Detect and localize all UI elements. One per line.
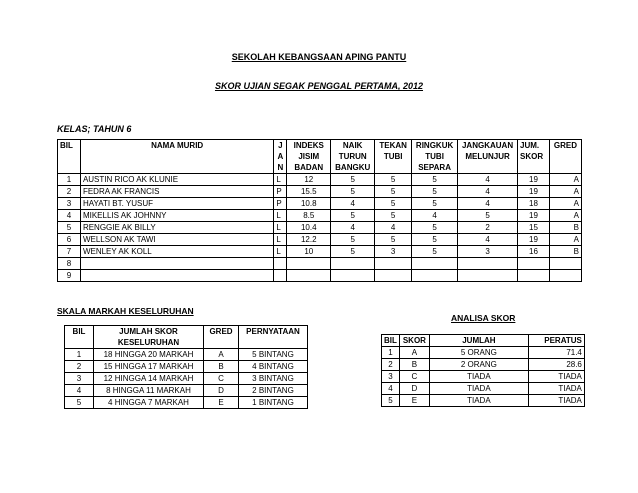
skala-row bbox=[65, 361, 308, 373]
jantina-cell: L bbox=[274, 210, 287, 222]
naik-turun-cell: 5 bbox=[331, 246, 375, 258]
header-jumlah-skor: JUM. SKOR bbox=[518, 140, 550, 174]
skala-gred-cell: D bbox=[204, 385, 239, 397]
jantina-cell bbox=[274, 270, 287, 282]
tekan-tubi-cell: 5 bbox=[375, 234, 412, 246]
indeks-cell: 15.5 bbox=[287, 186, 331, 198]
skala-jumlah-cell: 8 HINGGA 11 MARKAH bbox=[94, 385, 204, 397]
gred-cell: A bbox=[549, 198, 581, 210]
bil-cell: 9 bbox=[58, 270, 81, 282]
analisa-peratus-cell: 71.4 bbox=[528, 347, 584, 359]
student-row bbox=[58, 174, 582, 186]
skala-bil-cell: 1 bbox=[65, 349, 94, 361]
jangkauan-cell: 4 bbox=[458, 174, 518, 186]
skala-table-header bbox=[65, 326, 308, 349]
bil-cell: 8 bbox=[58, 258, 81, 270]
header-ringkuk: RINGKUK TUBI SEPARA bbox=[412, 140, 458, 174]
skala-pernyataan-cell: 5 BINTANG bbox=[239, 349, 308, 361]
jangkauan-cell bbox=[458, 270, 518, 282]
indeks-cell: 10.4 bbox=[287, 222, 331, 234]
ringkuk-cell: 5 bbox=[412, 198, 458, 210]
nama-cell bbox=[80, 270, 273, 282]
gred-cell: A bbox=[549, 186, 581, 198]
analisa-skor-cell: D bbox=[399, 383, 429, 395]
student-row bbox=[58, 270, 582, 282]
analisa-table-header bbox=[382, 335, 585, 347]
header-naik-turun: NAIK TURUN BANGKU bbox=[331, 140, 375, 174]
analisa-peratus-cell: TIADA bbox=[528, 383, 584, 395]
naik-turun-cell: 5 bbox=[331, 234, 375, 246]
skala-bil-cell: 2 bbox=[65, 361, 94, 373]
header-jangkauan: JANGKAUAN MELUNJUR bbox=[458, 140, 518, 174]
naik-turun-cell: 5 bbox=[331, 186, 375, 198]
skala-header-bil: BIL bbox=[65, 326, 94, 349]
indeks-cell: 10 bbox=[287, 246, 331, 258]
analisa-header-bil: BIL bbox=[382, 335, 400, 347]
jangkauan-cell: 2 bbox=[458, 222, 518, 234]
skala-table bbox=[64, 325, 308, 409]
header-indeks: INDEKS JISIM BADAN bbox=[287, 140, 331, 174]
score-table bbox=[57, 139, 582, 282]
analisa-header-skor: SKOR bbox=[399, 335, 429, 347]
ringkuk-cell: 5 bbox=[412, 174, 458, 186]
analisa-peratus-cell: 28.6 bbox=[528, 359, 584, 371]
jantina-cell: P bbox=[274, 198, 287, 210]
gred-cell: B bbox=[549, 246, 581, 258]
jumlah-skor-cell: 15 bbox=[518, 222, 550, 234]
naik-turun-cell bbox=[331, 270, 375, 282]
skala-bil-cell: 4 bbox=[65, 385, 94, 397]
jumlah-skor-cell: 16 bbox=[518, 246, 550, 258]
gred-cell: A bbox=[549, 210, 581, 222]
indeks-cell bbox=[287, 270, 331, 282]
ringkuk-cell: 5 bbox=[412, 246, 458, 258]
analisa-row bbox=[382, 383, 585, 395]
jantina-cell: L bbox=[274, 246, 287, 258]
analisa-row bbox=[382, 347, 585, 359]
header-nama-murid: NAMA MURID bbox=[80, 140, 273, 174]
skala-jumlah-cell: 18 HINGGA 20 MARKAH bbox=[94, 349, 204, 361]
skala-pernyataan-cell: 3 BINTANG bbox=[239, 373, 308, 385]
school-title: SEKOLAH KEBANGSAAN APING PANTU bbox=[231, 52, 407, 62]
indeks-cell: 8.5 bbox=[287, 210, 331, 222]
tekan-tubi-cell: 4 bbox=[375, 222, 412, 234]
header-bil: BIL bbox=[58, 140, 81, 174]
analisa-skor-cell: A bbox=[399, 347, 429, 359]
ringkuk-cell: 5 bbox=[412, 222, 458, 234]
jantina-cell: L bbox=[274, 234, 287, 246]
gred-cell bbox=[549, 270, 581, 282]
analisa-skor-cell: C bbox=[399, 371, 429, 383]
nama-cell bbox=[80, 258, 273, 270]
skala-gred-cell: B bbox=[204, 361, 239, 373]
report-subtitle: SKOR UJIAN SEGAK PENGGAL PERTAMA, 2012 bbox=[214, 81, 424, 91]
class-label: KELAS; TAHUN 6 bbox=[57, 124, 132, 134]
student-row bbox=[58, 234, 582, 246]
skala-jumlah-cell: 12 HINGGA 14 MARKAH bbox=[94, 373, 204, 385]
bil-cell: 4 bbox=[58, 210, 81, 222]
jumlah-skor-cell: 18 bbox=[518, 198, 550, 210]
jantina-cell: L bbox=[274, 222, 287, 234]
student-row bbox=[58, 210, 582, 222]
skala-jumlah-cell: 4 HINGGA 7 MARKAH bbox=[94, 397, 204, 409]
analisa-bil-cell: 2 bbox=[382, 359, 400, 371]
ringkuk-cell bbox=[412, 258, 458, 270]
naik-turun-cell: 5 bbox=[331, 174, 375, 186]
gred-cell: B bbox=[549, 222, 581, 234]
analisa-jumlah-cell: 2 ORANG bbox=[429, 359, 528, 371]
tekan-tubi-cell bbox=[375, 258, 412, 270]
analisa-jumlah-cell: TIADA bbox=[429, 371, 528, 383]
analisa-header-jumlah: JUMLAH bbox=[429, 335, 528, 347]
jantina-cell: P bbox=[274, 186, 287, 198]
skala-pernyataan-cell: 2 BINTANG bbox=[239, 385, 308, 397]
indeks-cell bbox=[287, 258, 331, 270]
naik-turun-cell: 5 bbox=[331, 210, 375, 222]
analisa-skor-cell: E bbox=[399, 395, 429, 407]
skala-row bbox=[65, 373, 308, 385]
naik-turun-cell: 4 bbox=[331, 222, 375, 234]
jangkauan-cell: 4 bbox=[458, 234, 518, 246]
analisa-bil-cell: 1 bbox=[382, 347, 400, 359]
bil-cell: 7 bbox=[58, 246, 81, 258]
student-row bbox=[58, 198, 582, 210]
analisa-skor-cell: B bbox=[399, 359, 429, 371]
nama-cell: WENLEY AK KOLL bbox=[80, 246, 273, 258]
bil-cell: 3 bbox=[58, 198, 81, 210]
tekan-tubi-cell: 5 bbox=[375, 186, 412, 198]
jumlah-skor-cell: 19 bbox=[518, 234, 550, 246]
jangkauan-cell: 3 bbox=[458, 246, 518, 258]
indeks-cell: 12.2 bbox=[287, 234, 331, 246]
jumlah-skor-cell bbox=[518, 258, 550, 270]
bil-cell: 1 bbox=[58, 174, 81, 186]
skala-bil-cell: 5 bbox=[65, 397, 94, 409]
analisa-header-peratus: PERATUS bbox=[528, 335, 584, 347]
indeks-cell: 12 bbox=[287, 174, 331, 186]
naik-turun-cell: 4 bbox=[331, 198, 375, 210]
tekan-tubi-cell: 5 bbox=[375, 174, 412, 186]
nama-cell: MIKELLIS AK JOHNNY bbox=[80, 210, 273, 222]
skala-pernyataan-cell: 1 BINTANG bbox=[239, 397, 308, 409]
jangkauan-cell: 4 bbox=[458, 198, 518, 210]
nama-cell: FEDRA AK FRANCIS bbox=[80, 186, 273, 198]
nama-cell: RENGGIE AK BILLY bbox=[80, 222, 273, 234]
student-row bbox=[58, 186, 582, 198]
ringkuk-cell bbox=[412, 270, 458, 282]
jantina-cell: L bbox=[274, 174, 287, 186]
naik-turun-cell bbox=[331, 258, 375, 270]
tekan-tubi-cell: 5 bbox=[375, 198, 412, 210]
skala-header-gred: GRED bbox=[204, 326, 239, 349]
bil-cell: 5 bbox=[58, 222, 81, 234]
analisa-row bbox=[382, 371, 585, 383]
analisa-bil-cell: 5 bbox=[382, 395, 400, 407]
skala-jumlah-cell: 15 HINGGA 17 MARKAH bbox=[94, 361, 204, 373]
skala-header-pernyataan: PERNYATAAN bbox=[239, 326, 308, 349]
jumlah-skor-cell bbox=[518, 270, 550, 282]
skala-bil-cell: 3 bbox=[65, 373, 94, 385]
header-jantina: J A N bbox=[274, 140, 287, 174]
analisa-row bbox=[382, 359, 585, 371]
skala-table-body bbox=[65, 349, 308, 409]
skala-pernyataan-cell: 4 BINTANG bbox=[239, 361, 308, 373]
skala-row bbox=[65, 385, 308, 397]
skala-gred-cell: E bbox=[204, 397, 239, 409]
gred-cell bbox=[549, 258, 581, 270]
nama-cell: AUSTIN RICO AK KLUNIE bbox=[80, 174, 273, 186]
nama-cell: WELLSON AK TAWI bbox=[80, 234, 273, 246]
analisa-peratus-cell: TIADA bbox=[528, 395, 584, 407]
student-row bbox=[58, 246, 582, 258]
analisa-title: ANALISA SKOR bbox=[451, 313, 516, 323]
analisa-bil-cell: 4 bbox=[382, 383, 400, 395]
score-table-header bbox=[58, 140, 582, 174]
analisa-row bbox=[382, 395, 585, 407]
skala-header-jumlah: JUMLAH SKOR KESELURUHAN bbox=[94, 326, 204, 349]
analisa-table-body bbox=[382, 347, 585, 407]
jangkauan-cell: 5 bbox=[458, 210, 518, 222]
analisa-jumlah-cell: TIADA bbox=[429, 383, 528, 395]
jangkauan-cell: 4 bbox=[458, 186, 518, 198]
jumlah-skor-cell: 19 bbox=[518, 174, 550, 186]
ringkuk-cell: 4 bbox=[412, 210, 458, 222]
analisa-peratus-cell: TIADA bbox=[528, 371, 584, 383]
ringkuk-cell: 5 bbox=[412, 186, 458, 198]
student-row bbox=[58, 258, 582, 270]
indeks-cell: 10.8 bbox=[287, 198, 331, 210]
nama-cell: HAYATI BT. YUSUF bbox=[80, 198, 273, 210]
ringkuk-cell: 5 bbox=[412, 234, 458, 246]
analisa-table bbox=[381, 334, 585, 407]
score-table-body bbox=[58, 174, 582, 282]
header-gred: GRED bbox=[549, 140, 581, 174]
analisa-jumlah-cell: TIADA bbox=[429, 395, 528, 407]
header-tekan-tubi: TEKAN TUBI bbox=[375, 140, 412, 174]
bil-cell: 2 bbox=[58, 186, 81, 198]
student-row bbox=[58, 222, 582, 234]
skala-gred-cell: C bbox=[204, 373, 239, 385]
bil-cell: 6 bbox=[58, 234, 81, 246]
analisa-bil-cell: 3 bbox=[382, 371, 400, 383]
jumlah-skor-cell: 19 bbox=[518, 186, 550, 198]
skala-row bbox=[65, 349, 308, 361]
jangkauan-cell bbox=[458, 258, 518, 270]
analisa-jumlah-cell: 5 ORANG bbox=[429, 347, 528, 359]
tekan-tubi-cell: 5 bbox=[375, 210, 412, 222]
jumlah-skor-cell: 19 bbox=[518, 210, 550, 222]
skala-title: SKALA MARKAH KESELURUHAN bbox=[57, 306, 194, 316]
tekan-tubi-cell bbox=[375, 270, 412, 282]
gred-cell: A bbox=[549, 174, 581, 186]
skala-row bbox=[65, 397, 308, 409]
tekan-tubi-cell: 3 bbox=[375, 246, 412, 258]
skala-gred-cell: A bbox=[204, 349, 239, 361]
jantina-cell bbox=[274, 258, 287, 270]
gred-cell: A bbox=[549, 234, 581, 246]
